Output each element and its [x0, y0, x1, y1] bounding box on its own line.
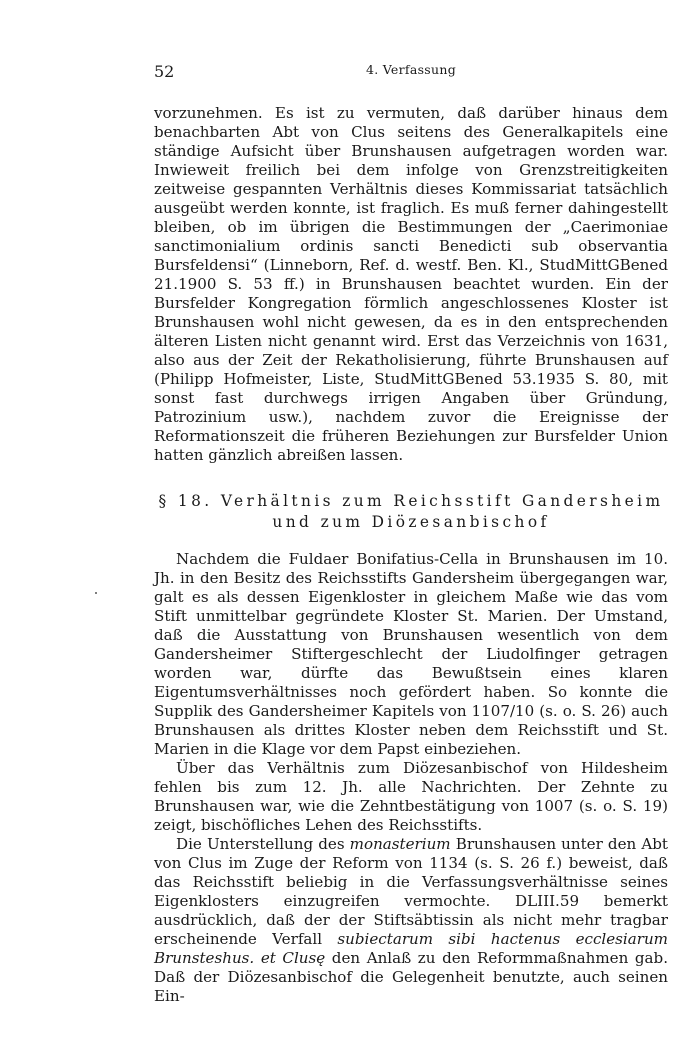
- paragraph-continuation: vorzunehmen. Es ist zu vermuten, daß darüber hinaus dem benachbarten Abt von Clus seitens des Generalkapitels eine ständige Aufsicht über Brunshausen aufgetragen worden war. Inwieweit freilich bei dem infolge von Grenzstreitigkeiten zeitweise gespannten Verhältnis dieses Kommissariat tatsächlich ausgeübt werden konnte, ist fraglich. Es muß ferner dahingestellt bleiben, ob im übrigen die Bestimmungen der „Caerimoniae sanctimonialium ordinis sancti Benedicti sub observantia Bursfeldensi“ (Linneborn, Ref. d. westf. Ben. Kl., StudMittGBened 21.1900 S. 53 ff.) in Brunshausen beachtet wurden. Ein der Bursfelder Kongregation förmlich angeschlossenes Kloster ist Brunshausen wohl nicht gewesen, da es in den entsprechenden älteren Listen nicht genannt wird. Erst das Verzeichnis von 1631, also aus der Zeit der Rekatholisierung, führte Brunshausen auf (Philipp Hofmeister, Liste, StudMittGBened 53.1935 S. 80, mit sonst fast durchwegs irrigen Angaben über Gründung, Patrozinium usw.), nachdem zuvor die Ereignisse der Reformationszeit die früheren Beziehungen zur Bursfelder Union hatten gänzlich abreißen lassen.: [154, 104, 668, 464]
- section-heading: [154, 491, 668, 533]
- text-run: den Anlaß zu den Reformmaßnahmen gab. Daß der Diözesanbischof die Gelegenheit benutzte, auch seinen Ein-: [154, 949, 668, 1005]
- text-run: Brunshausen unter den Abt von Clus im Zuge der Reform von 1134 (s. S. 26 f.) beweist, daß das Reichsstift beliebig in die Verfassungsverhältnisse seines Eigenklosters einzugreifen vermochte. DLIII.59 bemerkt ausdrücklich, daß der der Stiftsäbtissin als nicht mehr tragbar erscheinende Verfall: [154, 835, 668, 948]
- running-head: 4. Verfassung: [365, 62, 457, 77]
- italic-term-monasterium: monasterium: [349, 835, 451, 853]
- section-heading-line-2: und zum Diözesanbischof: [272, 513, 550, 531]
- paragraph-reichsstift: Nachdem die Fuldaer Bonifatius-Cella in Brunshausen im 10. Jh. in den Besitz des Reichsstifts Gandersheim übergegangen war, galt es als dessen Eigenkloster in gleichem Maße wie das vom Stift unmittelbar gegründete Kloster St. Marien. Der Umstand, daß die Ausstattung von Brunshausen wesentlich von dem Gandersheimer Stiftergeschlecht der Liudolfinger getragen worden war, dürfte das Bewußtsein eines klaren Eigentumsverhältnisses noch gefördert haben. So konnte die Supplik des Gandersheimer Kapitels von 1107/10 (s. o. S. 26) auch Brunshausen als drittes Kloster neben dem Reichsstift und St. Marien in die Klage vor dem Papst einbeziehen.: [154, 550, 668, 758]
- italic-quotation-latin: subiectarum sibi hactenus ecclesiarum Brunsteshus. et Clusę: [154, 930, 668, 967]
- page-number: 52: [154, 62, 175, 81]
- paragraph-unterstellung: [154, 835, 668, 1006]
- stray-ink-dot: [95, 592, 97, 594]
- page-header: [154, 62, 668, 86]
- book-page: [154, 62, 668, 1006]
- paragraph-dioezesanbischof: Über das Verhältnis zum Diözesanbischof von Hildesheim fehlen bis zum 12. Jh. alle Nachrichten. Der Zehnte zu Brunshausen war, wie die Zehntbestätigung von 1007 (s. o. S. 19) zeigt, bischöfliches Lehen des Reichsstifts.: [154, 759, 668, 834]
- body-text: [154, 104, 668, 1006]
- text-run: Die Unterstellung des: [176, 835, 350, 853]
- section-heading-line-1: § 18. Verhältnis zum Reichsstift Gandersheim: [158, 492, 664, 510]
